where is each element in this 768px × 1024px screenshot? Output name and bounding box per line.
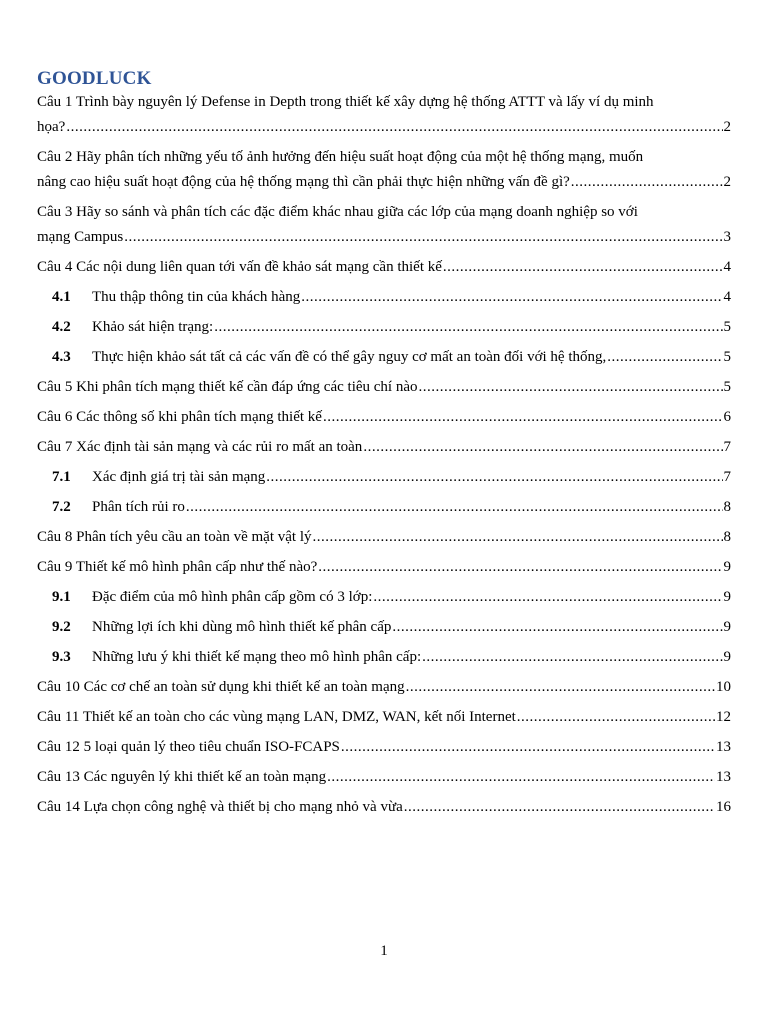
- toc-subentry-number: 7.1: [52, 469, 71, 485]
- toc-entry[interactable]: [37, 675, 731, 700]
- toc-entry-text: Câu 13 Các nguyên lý khi thiết kế an toàn mạng: [37, 769, 327, 785]
- toc-entry[interactable]: [37, 705, 731, 730]
- toc-entry-text: Xác định giá trị tài sản mạng: [92, 469, 266, 485]
- toc-entry[interactable]: [37, 145, 731, 195]
- toc-entry-text: Những lợi ích khi dùng mô hình thiết kế phân cấp: [92, 619, 392, 635]
- toc-subentry[interactable]: [37, 645, 731, 670]
- toc-subentry-number: 9.1: [52, 589, 71, 605]
- dot-leader: [186, 495, 723, 520]
- toc-entry-page: 9: [723, 619, 731, 635]
- toc-subentry[interactable]: [37, 345, 731, 370]
- dot-leader: [327, 765, 715, 790]
- toc-entry-page: 9: [723, 589, 731, 605]
- toc-subentry[interactable]: [37, 585, 731, 610]
- dot-leader: [66, 115, 722, 140]
- dot-leader: [419, 375, 723, 400]
- toc-entry-text: Những lưu ý khi thiết kế mạng theo mô hình phân cấp:: [92, 649, 422, 665]
- toc-subentry-number: 4.2: [52, 319, 71, 335]
- dot-leader: [422, 645, 722, 670]
- toc-entry-page: 16: [716, 799, 731, 815]
- toc-entry-page: 10: [716, 679, 731, 695]
- toc-subentry-number: 9.2: [52, 619, 71, 635]
- toc-subentry-number: 9.3: [52, 649, 71, 665]
- dot-leader: [404, 795, 715, 820]
- toc-entry-page: 9: [723, 649, 731, 665]
- dot-leader: [124, 225, 722, 250]
- toc-entry[interactable]: [37, 435, 731, 460]
- toc-subentry[interactable]: [37, 615, 731, 640]
- toc-entry-text: mạng Campus: [37, 229, 124, 245]
- toc-entry-page: 8: [723, 529, 731, 545]
- toc-entry-text-line1: Câu 1 Trình bày nguyên lý Defense in Depth trong thiết kế xây dựng hệ thống ATTT và lấy ví dụ minh: [37, 94, 654, 110]
- toc-entry-page: 7: [723, 439, 731, 455]
- dot-leader: [406, 675, 715, 700]
- toc-entry-text: Câu 6 Các thông số khi phân tích mạng thiết kế: [37, 409, 322, 425]
- toc-entry-page: 12: [716, 709, 731, 725]
- toc-subentry-number: 4.3: [52, 349, 71, 365]
- toc-entry-text: Câu 11 Thiết kế an toàn cho các vùng mạng LAN, DMZ, WAN, kết nối Internet: [37, 709, 516, 725]
- dot-leader: [323, 405, 723, 430]
- toc-entry-page: 8: [723, 499, 731, 515]
- toc-entry-text: Câu 4 Các nội dung liên quan tới vấn đề khảo sát mạng cần thiết kế: [37, 259, 442, 275]
- toc-entry-page: 2: [723, 174, 731, 190]
- toc-entry-page: 6: [723, 409, 731, 425]
- toc-entry[interactable]: [37, 735, 731, 760]
- dot-leader: [392, 615, 722, 640]
- toc-entry-text: Câu 14 Lựa chọn công nghệ và thiết bị cho mạng nhỏ và vừa: [37, 799, 403, 815]
- dot-leader: [363, 435, 722, 460]
- toc-entry[interactable]: [37, 795, 731, 820]
- toc-entry-text: Câu 9 Thiết kế mô hình phân cấp như thế nào?: [37, 559, 318, 575]
- toc-subentry[interactable]: [37, 315, 731, 340]
- toc-entry-text: Phân tích rủi ro: [92, 499, 185, 515]
- dot-leader: [214, 315, 722, 340]
- toc-entry-text: Câu 5 Khi phân tích mạng thiết kế cần đáp ứng các tiêu chí nào: [37, 379, 418, 395]
- toc-entry-text: Câu 10 Các cơ chế an toàn sử dụng khi thiết kế an toàn mạng: [37, 679, 405, 695]
- toc-entry-text: Câu 8 Phân tích yêu cầu an toàn về mặt vật lý: [37, 529, 312, 545]
- toc-entry-page: 5: [723, 319, 731, 335]
- table-of-contents: [37, 90, 731, 825]
- toc-entry-page: 3: [723, 229, 731, 245]
- toc-entry-page: 2: [723, 119, 731, 135]
- toc-entry[interactable]: [37, 765, 731, 790]
- toc-entry-text: Thực hiện khảo sát tất cả các vấn đề có thể gây nguy cơ mất an toàn đối với hệ thống,: [92, 349, 607, 365]
- toc-entry-text: nâng cao hiệu suất hoạt động của hệ thống mạng thì cần phải thực hiện những vấn đề gì?: [37, 174, 570, 190]
- toc-entry-text: họa?: [37, 119, 66, 135]
- toc-subentry[interactable]: [37, 495, 731, 520]
- toc-entry-page: 4: [723, 259, 731, 275]
- dot-leader: [571, 170, 723, 195]
- dot-leader: [607, 345, 722, 370]
- toc-entry-text: Đặc điểm của mô hình phân cấp gồm có 3 lớp:: [92, 589, 373, 605]
- toc-entry[interactable]: [37, 200, 731, 250]
- toc-entry[interactable]: [37, 90, 731, 140]
- toc-entry-text-line1: Câu 2 Hãy phân tích những yếu tố ảnh hưởng đến hiệu suất hoạt động của một hệ thống mạng, muốn: [37, 149, 644, 165]
- toc-entry-page: 5: [723, 379, 731, 395]
- dot-leader: [318, 555, 722, 580]
- dot-leader: [266, 465, 722, 490]
- toc-entry-page: 13: [716, 739, 731, 755]
- dot-leader: [443, 255, 723, 280]
- toc-heading: GOODLUCK: [37, 68, 152, 89]
- toc-subentry-number: 7.2: [52, 499, 71, 515]
- toc-entry-text: Câu 12 5 loại quản lý theo tiêu chuẩn ISO-FCAPS: [37, 739, 340, 755]
- toc-entry-page: 7: [723, 469, 731, 485]
- toc-entry-page: 13: [716, 769, 731, 785]
- toc-subentry[interactable]: [37, 465, 731, 490]
- toc-entry-text-line1: Câu 3 Hãy so sánh và phân tích các đặc điểm khác nhau giữa các lớp của mạng doanh nghiệp so với: [37, 204, 638, 220]
- toc-entry[interactable]: [37, 525, 731, 550]
- toc-subentry-number: 4.1: [52, 289, 71, 305]
- toc-entry-text: Câu 7 Xác định tài sản mạng và các rủi ro mất an toàn: [37, 439, 363, 455]
- toc-entry-text: Thu thập thông tin của khách hàng: [92, 289, 301, 305]
- toc-entry-page: 9: [723, 559, 731, 575]
- toc-entry-page: 4: [723, 289, 731, 305]
- dot-leader: [341, 735, 715, 760]
- page-number: 1: [380, 943, 388, 959]
- toc-entry[interactable]: [37, 375, 731, 400]
- toc-entry[interactable]: [37, 555, 731, 580]
- toc-entry[interactable]: [37, 405, 731, 430]
- toc-entry-page: 5: [723, 349, 731, 365]
- dot-leader: [313, 525, 723, 550]
- dot-leader: [517, 705, 715, 730]
- dot-leader: [301, 285, 722, 310]
- toc-subentry[interactable]: [37, 285, 731, 310]
- dot-leader: [373, 585, 722, 610]
- toc-entry[interactable]: [37, 255, 731, 280]
- toc-entry-text: Khảo sát hiện trạng:: [92, 319, 214, 335]
